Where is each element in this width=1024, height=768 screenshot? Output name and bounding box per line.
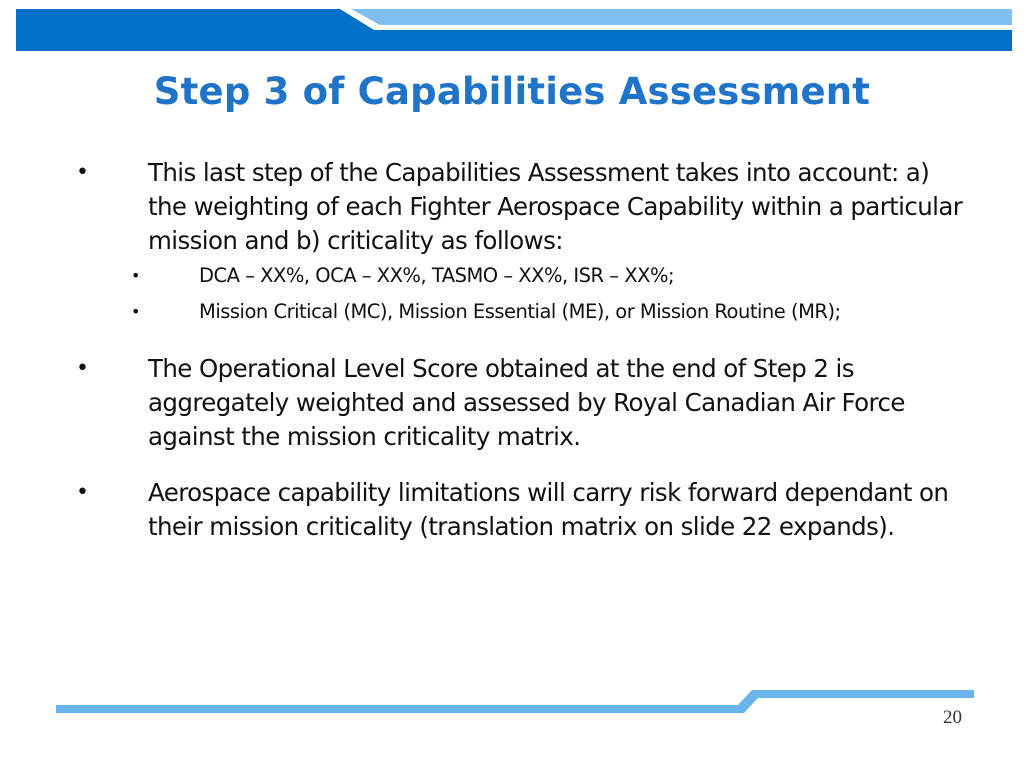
bullet-marker: • [76,160,89,185]
bullet-text: This last step of the Capabilities Assessment takes into account: a) the weighting of each Fighter Aerospace Capability within a particular mission and b) criticality as follows: [148,158,963,255]
sub-bullet-marker: • [131,302,140,321]
bullet-item [0,476,1024,544]
sub-bullet-marker: • [131,266,140,285]
sub-bullet-text: DCA – XX%, OCA – XX%, TASMO – XX%, ISR – XX%; [199,264,675,287]
bullet-item [0,352,1024,454]
bullet-list [0,156,1024,544]
bullet-text: The Operational Level Score obtained at the end of Step 2 is aggregately weighted and assessed by Royal Canadian Air Force against the mission criticality matrix. [148,354,905,451]
header-banner [0,0,1024,60]
sub-bullet-text: Mission Critical (MC), Mission Essential (ME), or Mission Routine (MR); [199,300,841,323]
slide-title: Step 3 of Capabilities Assessment [153,70,871,113]
sub-bullet-list [131,258,964,330]
footer-rule-bar [56,690,974,713]
sub-bullet-item [131,258,964,294]
header-banner-light-band [351,9,1012,25]
bullet-marker: • [76,356,89,381]
sub-bullet-item [131,294,964,330]
footer-rule [0,680,1024,720]
bullet-text: Aerospace capability limitations will carry risk forward dependant on their mission criticality (translation matrix on slide 22 expands). [148,478,949,541]
bullet-marker: • [76,480,89,505]
page-number: 20 [943,707,962,728]
bullet-item [0,156,1024,330]
